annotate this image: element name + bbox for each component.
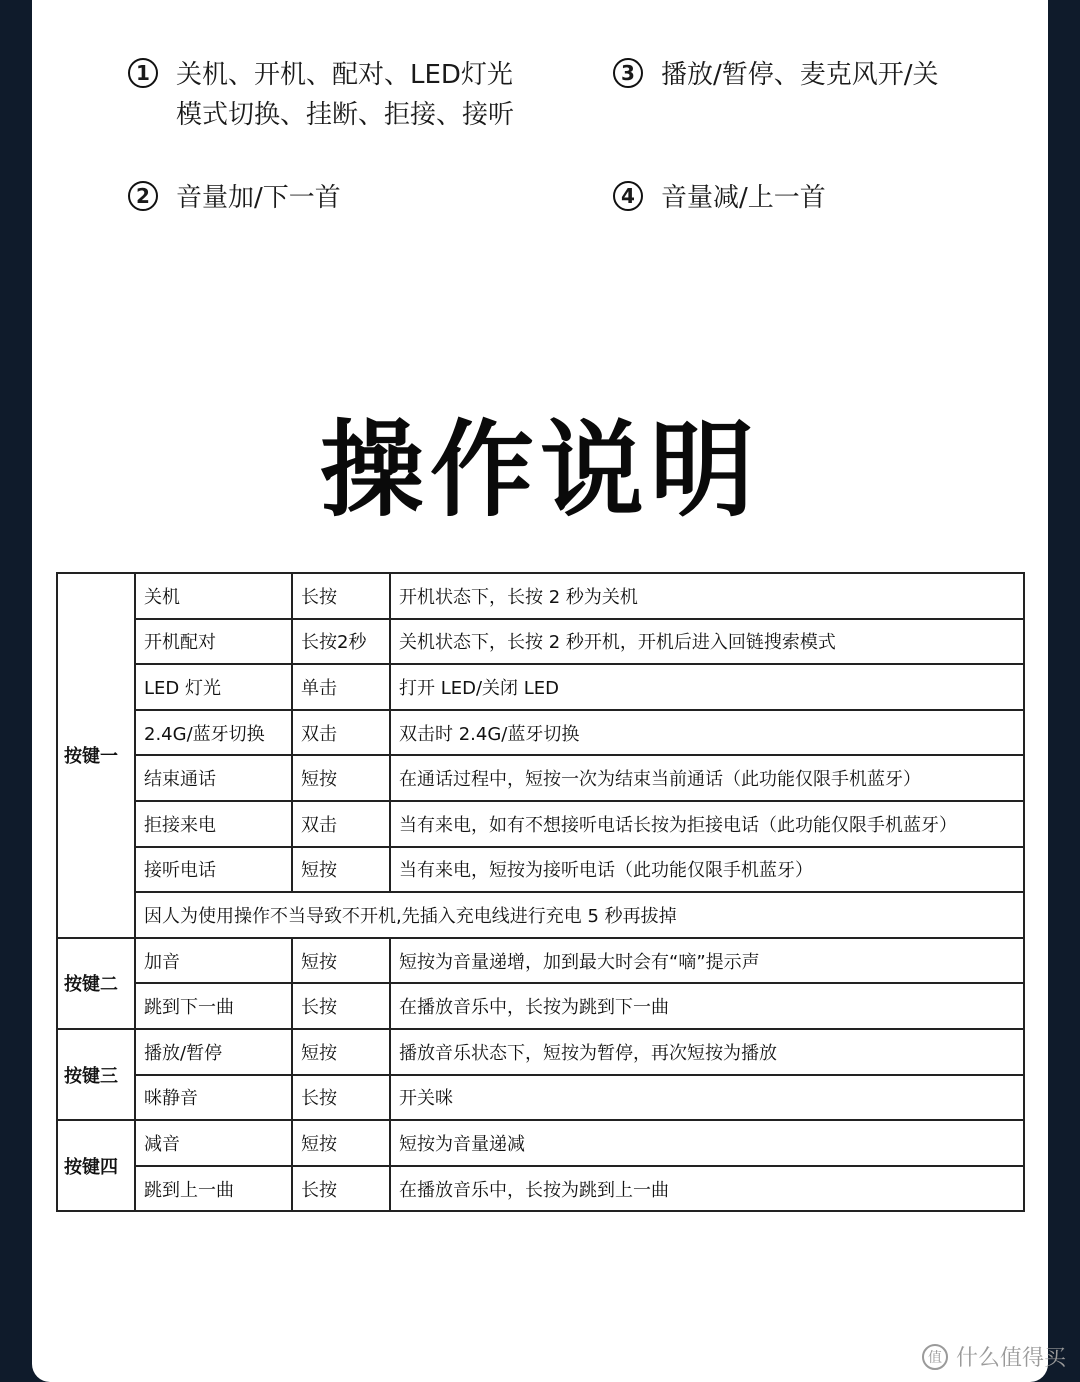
cell-action: 长按 [292,1075,390,1121]
watermark-logo-icon: 值 [922,1344,948,1370]
operation-table [56,572,1025,1212]
table-row [57,1029,1024,1075]
cell-function: 减音 [135,1120,292,1166]
cell-description: 开机状态下，长按 2 秒为关机 [390,573,1024,619]
cell-function: 接听电话 [135,847,292,893]
cell-action: 单击 [292,664,390,710]
cell-action: 短按 [292,847,390,893]
cell-description: 短按为音量递增，加到最大时会有“嘀”提示声 [390,938,1024,984]
cell-function: 咪静音 [135,1075,292,1121]
cell-description: 关机状态下，长按 2 秒开机，开机后进入回链搜索模式 [390,619,1024,665]
table-row [57,1075,1024,1121]
legend-1-line-2: 模式切换、挂断、拒接、接听 [176,100,515,130]
table-row [57,938,1024,984]
legend-3-line-1: 播放/暂停、麦克风开/关 [661,60,939,90]
number-badge-3: 3 [613,58,643,88]
cell-function: 播放/暂停 [135,1029,292,1075]
legend-2-line-1: 音量加/下一首 [176,183,341,213]
cell-function: 2.4G/蓝牙切换 [135,710,292,756]
table-row [57,573,1024,619]
cell-function: 结束通话 [135,755,292,801]
legend-item-1 [128,55,514,135]
cell-description: 当有来电，短按为接听电话（此功能仅限手机蓝牙） [390,847,1024,893]
watermark [922,1341,1066,1372]
number-badge-4: 4 [613,181,643,211]
cell-action: 双击 [292,801,390,847]
cell-action: 长按 [292,983,390,1029]
cell-description: 在播放音乐中，长按为跳到下一曲 [390,983,1024,1029]
cell-action: 短按 [292,1029,390,1075]
table-row [57,1166,1024,1212]
cell-action: 双击 [292,710,390,756]
cell-description: 播放音乐状态下，短按为暂停，再次短按为播放 [390,1029,1024,1075]
cell-action: 长按2秒 [292,619,390,665]
cell-note: 因人为使用操作不当导致不开机,先插入充电线进行充电 5 秒再拔掉 [135,892,1024,938]
page-title: 操作说明 [319,409,760,531]
group-label-3: 按键三 [57,1029,135,1120]
table-row [57,710,1024,756]
cell-function: 开机配对 [135,619,292,665]
table-row [57,619,1024,665]
cell-description: 在播放音乐中，长按为跳到上一曲 [390,1166,1024,1212]
legend-item-4 [613,178,826,218]
legend-item-2 [128,178,341,218]
cell-description: 开关咪 [390,1075,1024,1121]
cell-function: 拒接来电 [135,801,292,847]
watermark-text: 什么值得买 [955,1346,1066,1371]
table-row [57,983,1024,1029]
number-badge-1: 1 [128,58,158,88]
group-label-1: 按键一 [57,573,135,938]
cell-action: 长按 [292,1166,390,1212]
table-row [57,847,1024,893]
cell-function: 跳到上一曲 [135,1166,292,1212]
legend-4-line-1: 音量减/上一首 [661,183,826,213]
cell-description: 打开 LED/关闭 LED [390,664,1024,710]
table-row [57,1120,1024,1166]
table-row [57,755,1024,801]
cell-function: 跳到下一曲 [135,983,292,1029]
cell-action: 长按 [292,573,390,619]
cell-action: 短按 [292,938,390,984]
cell-description: 当有来电，如有不想接听电话长按为拒接电话（此功能仅限手机蓝牙） [390,801,1024,847]
number-badge-2: 2 [128,181,158,211]
legend-1-line-1: 关机、开机、配对、LED灯光 [176,60,513,90]
table-row [57,892,1024,938]
table-row [57,801,1024,847]
cell-description: 在通话过程中，短按一次为结束当前通话（此功能仅限手机蓝牙） [390,755,1024,801]
group-label-2: 按键二 [57,938,135,1029]
cell-action: 短按 [292,755,390,801]
cell-action: 短按 [292,1120,390,1166]
cell-function: 加音 [135,938,292,984]
cell-description: 短按为音量递减 [390,1120,1024,1166]
group-label-4: 按键四 [57,1120,135,1211]
cell-description: 双击时 2.4G/蓝牙切换 [390,710,1024,756]
manual-page [32,0,1048,1382]
legend-item-3 [613,55,939,95]
cell-function: 关机 [135,573,292,619]
cell-function: LED 灯光 [135,664,292,710]
table-row [57,664,1024,710]
